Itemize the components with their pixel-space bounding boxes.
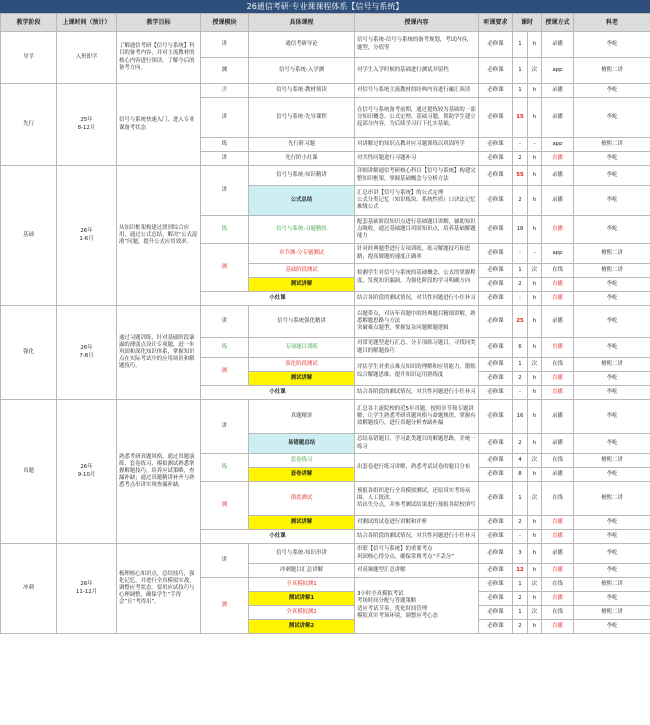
course-cell: 测试讲解2 [249,620,355,634]
course-cell: 章节测-分专题测试 [249,244,355,264]
course-cell: 通信考研导论 [249,32,355,58]
content-cell: 总结易错题目，学习此类题目的解题思路，并统一练习 [355,434,479,454]
table-row [1,306,650,338]
course-cell: 测试讲解 [249,372,355,386]
module-cell: 讲 [201,306,249,338]
hours-cell: 2 [513,372,528,386]
unit-cell: 次 [528,482,542,516]
req-cell: 必修课 [479,292,513,306]
module-cell: 讲 [201,84,249,98]
stage-cell: 真题 [1,400,57,544]
header-requirement: 听课要求 [479,14,513,32]
req-cell: 必修课 [479,338,513,358]
goal-cell: 通过习题训练，针对基础阶段暴露的薄弱点设计专项题，进一步巩固和深化知识体系，掌握知识点在实际考试中的应用场景和解题技巧。 [117,306,201,400]
hours-cell: 6 [513,338,528,358]
mode-cell: 在线 [542,454,574,468]
content-cell: 信号与系统-信号与系统的备考规划，考试内容，题型，分值等 [355,32,479,58]
unit-cell: h [528,216,542,244]
mode-cell: 直播 [542,564,574,578]
goal-cell: 梳理核心知识点，总结技巧，强化记忆，并进行全真模拟实战，调整应考状态。要用应试技巧与心理调整，确保学生“手得会”且“考得出”。 [117,544,201,634]
course-cell: 全真模拟测2 [249,606,355,620]
req-cell: 必修课 [479,372,513,386]
req-cell: 必修课 [479,578,513,592]
hours-cell: 12 [513,564,528,578]
unit-cell: 次 [528,358,542,372]
unit-cell: h [528,434,542,454]
hours-cell: - [513,138,528,152]
course-cell: 信号与系统-教材领读 [249,84,355,98]
course-cell: 套卷讲解 [249,468,355,482]
mode-cell: 在线 [542,606,574,620]
unit-cell: h [528,620,542,634]
req-cell: 必修课 [479,434,513,454]
hours-cell: 1 [513,358,528,372]
course-cell: 信号与系统-先导课程 [249,98,355,138]
hours-cell: 1 [513,578,528,592]
course-cell: 信号与系统强化精讲 [249,306,355,338]
mode-cell: 录播 [542,468,574,482]
unit-cell: h [528,372,542,386]
hours-cell: 1 [513,264,528,278]
teacher-cell: 李屹 [574,292,650,306]
course-cell: 先行阶习题 [249,138,355,152]
course-cell: 专项题目训练 [249,338,355,358]
course-cell: 测试讲解1 [249,592,355,606]
unit-cell: h [528,544,542,564]
table-row [1,32,650,58]
header-row [1,14,650,32]
unit-cell: 次 [528,606,542,620]
hours-cell: 2 [513,152,528,166]
course-cell: 基础阶段测试 [249,264,355,278]
mode-cell: 直播 [542,592,574,606]
teacher-cell: 李屹 [574,400,650,434]
content-cell: 评估学生对重点难点知识的理解和应用能力，锻炼综合解题思维，提升知识运用熟练度 [355,358,479,386]
hours-cell: 15 [513,98,528,138]
hours-cell: 1 [513,58,528,84]
unit-cell: 次 [528,264,542,278]
hours-cell: 1 [513,32,528,58]
course-cell: 先行阶小灶课 [249,152,355,166]
hours-cell: 2 [513,516,528,530]
course-cell: 公式总结 [249,186,355,216]
req-cell: 必修课 [479,516,513,530]
mode-cell: 直播 [542,338,574,358]
teacher-cell: 李屹 [574,306,650,338]
mode-cell: 直播 [542,278,574,292]
hours-cell: - [513,244,528,264]
teacher-cell: 檀熙二讲 [574,264,650,278]
content-cell: 对信号与系统主流教材的经典内容进行融汇领读 [355,84,479,98]
table-row [1,166,650,186]
mode-cell: 直播 [542,372,574,386]
course-cell: 套卷练习 [249,454,355,468]
req-cell: 必修课 [479,264,513,278]
mode-cell: app [542,244,574,264]
teacher-cell: 檀熙二讲 [574,58,650,84]
unit-cell: h [528,530,542,544]
module-cell: 讲 [201,166,249,216]
table-row [1,400,650,434]
module-cell: 练 [201,454,249,482]
req-cell: 必修课 [479,58,513,84]
course-cell: 信号与系统-习题精练 [249,216,355,244]
req-cell: 必修课 [479,244,513,264]
hours-cell: 4 [513,454,528,468]
course-cell: 小灶课 [201,386,355,400]
curriculum-table [0,13,650,634]
unit-cell: - [528,138,542,152]
module-cell: 测 [201,482,249,530]
unit-cell: h [528,292,542,306]
hours-cell: 8 [513,468,528,482]
hours-cell: 55 [513,166,528,186]
mode-cell: 直播 [542,216,574,244]
course-cell: 小灶课 [201,530,355,544]
course-cell: 摸底测试 [249,482,355,516]
hours-cell: 16 [513,400,528,434]
teacher-cell: 李屹 [574,152,650,166]
req-cell: 必修课 [479,138,513,152]
unit-cell: - [528,244,542,264]
header-hours: 课时 [513,14,542,32]
req-cell: 必修课 [479,544,513,564]
time-cell: 26年 11-12月 [57,544,117,634]
hours-cell: 3 [513,544,528,564]
teacher-cell: 李屹 [574,516,650,530]
teacher-cell: 李屹 [574,434,650,454]
header-teacher: 科老 [574,14,650,32]
teacher-cell: 李屹 [574,592,650,606]
content-cell: 出套卷进行练习讲解，熟悉考试试卷的题目分布 [355,454,479,482]
stage-cell: 基础 [1,166,57,306]
mode-cell: 录播 [542,434,574,454]
time-cell: 25年 8-12月 [57,84,117,166]
mode-cell: 在线 [542,482,574,516]
req-cell: 必修课 [479,152,513,166]
teacher-cell: 李屹 [574,620,650,634]
unit-cell: h [528,166,542,186]
req-cell: 必修课 [479,454,513,468]
unit-cell: h [528,152,542,166]
course-cell: 强化阶段测试 [249,358,355,372]
content-cell: 汇总各主流院校的近5年真题，按照章节和专题讲解；让学生熟悉考研真题风格与命题规律，掌握有效解题技巧，进行真题分析查缺补漏 [355,400,479,434]
teacher-cell: 檀熙二讲 [574,482,650,516]
teacher-cell: 李屹 [574,278,650,292]
content-cell: 3小时全真模拟考试 考场时间分配与答题策略 适应考试节奏，优化时间管理 模拟真实考场环境，调整应考心态 [355,578,479,634]
teacher-cell: 檀熙二讲 [574,138,650,152]
mode-cell: 在线 [542,264,574,278]
content-cell: 结合各阶段的测试情况，对共性问题进行小灶补习 [355,530,479,544]
course-cell: 信号与系统-知识精讲 [249,166,355,186]
module-cell: 讲 [201,544,249,578]
table-title: 26通信考研·专业课课程体系【信号与系统】 [0,0,650,13]
req-cell: 必修课 [479,358,513,372]
req-cell: 必修课 [479,530,513,544]
req-cell: 必修课 [479,386,513,400]
teacher-cell: 李屹 [574,166,650,186]
module-cell: 测 [201,58,249,84]
teacher-cell: 李屹 [574,468,650,482]
req-cell: 必修课 [479,216,513,244]
req-cell: 必修课 [479,400,513,434]
module-cell: 测 [201,578,249,634]
goal-cell: 信号与系统快速入门，进入专业课备考状态 [117,84,201,166]
hours-cell: 2 [513,278,528,292]
course-cell: 测试讲解 [249,278,355,292]
teacher-cell: 李屹 [574,84,650,98]
unit-cell: 次 [528,454,542,468]
content-cell: 配套基础阶段知识点进行基础题目讲解，辅助知识点吸收，通过基础题目巩固知识点，培养基础解题能力 [355,216,479,244]
content-cell: 对共性问题进行习题补习 [355,152,479,166]
content-cell: 对学生入学时候的基础进行测试并留档 [355,58,479,84]
content-cell: 预报各组织进行全真模拟测试，还原真实考场氛围。人工批改， 给出失分点，并参考测试结果进行预报各院校填写 [355,482,479,516]
header-goal: 教学目标 [117,14,201,32]
req-cell: 必修课 [479,468,513,482]
unit-cell: h [528,386,542,400]
course-cell: 易错题总结 [249,434,355,454]
req-cell: 必修课 [479,592,513,606]
time-cell: 26年 1-6月 [57,166,117,306]
hours-cell: 1 [513,482,528,516]
unit-cell: h [528,468,542,482]
unit-cell: h [528,400,542,434]
unit-cell: h [528,32,542,58]
hours-cell: 2 [513,592,528,606]
header-module: 授课模块 [201,14,249,32]
req-cell: 必修课 [479,186,513,216]
teacher-cell: 檀熙二讲 [574,606,650,620]
goal-cell: 了解通信考研【信号与系统】科目的备考内容，并对主流教材的核心内容进行领读，了解今后的备考方向。 [117,32,201,84]
req-cell: 必修课 [479,278,513,292]
stage-cell: 冲刺 [1,544,57,634]
teacher-cell: 李屹 [574,216,650,244]
course-cell: 测试讲解 [249,516,355,530]
content-cell: 对常见题型进行汇总，分专项练习题目，寻找同类题目的解题技巧 [355,338,479,358]
time-cell: 26年 7-8月 [57,306,117,400]
mode-cell: app [542,58,574,84]
mode-cell: 录播 [542,98,574,138]
course-cell: 小灶课 [201,292,355,306]
module-cell: 讲 [201,32,249,58]
content-cell: 针对经典题型进行专项训练，练习解题技巧和思路，提高做题的速度正确率 [355,244,479,264]
course-cell: 冲刺题目汇总讲解 [249,564,355,578]
mode-cell: app [542,138,574,152]
header-time: 上课时间（预计） [57,14,117,32]
content-cell: 检测学生对信号与系统的基础概念、公式的掌握程度，发现知识漏洞，为强化阶段的学习明确方向 [355,264,479,292]
hours-cell: - [513,530,528,544]
module-cell: 讲 [201,400,249,454]
teacher-cell: 李屹 [574,338,650,358]
goal-cell: 从知识框架构建过渡到综合应用，通过公式总结，解决“公式混淆”问题，提升公式应用效率。 [117,166,201,306]
stage-cell: 先行 [1,84,57,166]
req-cell: 必修课 [479,306,513,338]
hours-cell: - [513,386,528,400]
unit-cell: h [528,592,542,606]
content-cell: 对测试的试卷进行讲解和评析 [355,516,479,530]
unit-cell: h [528,516,542,530]
content-cell: 结合各阶段的测试情况，对共性问题进行小灶补习 [355,292,479,306]
mode-cell: 录播 [542,400,574,434]
mode-cell: 录播 [542,186,574,216]
content-cell: 结合各阶段的测试情况，对共性问题进行小灶补习 [355,386,479,400]
mode-cell: 直播 [542,620,574,634]
unit-cell: h [528,186,542,216]
teacher-cell: 檀熙二讲 [574,358,650,372]
teacher-cell: 檀熙二讲 [574,244,650,264]
unit-cell: h [528,278,542,292]
mode-cell: 录播 [542,166,574,186]
hours-cell: 1 [513,606,528,620]
content-cell: 详细讲解通信考研核心科目【信号与系统】构建完整知识框架，掌握基础概念与分析方法 [355,166,479,186]
goal-cell: 熟悉考研真题风格，通过真题演练、套卷练习、模拟测试熟悉掌握解题技巧，培养应试策略，查漏补缺；通过真题精讲补齐与熟悉考点串讲实现查漏补缺。 [117,400,201,544]
course-cell: 信号与系统-入学测 [249,58,355,84]
content-cell: 对高频题型汇总讲解 [355,564,479,578]
req-cell: 必修课 [479,32,513,58]
mode-cell: 录播 [542,32,574,58]
content-cell: 串联【信号与系统】的重要考点 巩固核心得分点，确保常规考点“不丢分” [355,544,479,564]
req-cell: 必修课 [479,482,513,516]
mode-cell: 在线 [542,358,574,372]
table-row [1,84,650,98]
teacher-cell: 檀熙二讲 [574,578,650,592]
unit-cell: 次 [528,58,542,84]
req-cell: 必修课 [479,84,513,98]
header-content: 授课内容 [355,14,479,32]
unit-cell: h [528,338,542,358]
unit-cell: h [528,564,542,578]
unit-cell: h [528,84,542,98]
mode-cell: 直播 [542,386,574,400]
req-cell: 必修课 [479,620,513,634]
mode-cell: 直播 [542,530,574,544]
hours-cell: 2 [513,186,528,216]
req-cell: 必修课 [479,606,513,620]
hours-cell: 18 [513,216,528,244]
unit-cell: h [528,98,542,138]
module-cell: 练 [201,338,249,358]
course-cell: 全真模拟测1 [249,578,355,592]
module-cell: 讲 [201,98,249,138]
teacher-cell: 李屹 [574,372,650,386]
mode-cell: 录播 [542,306,574,338]
mode-cell: 直播 [542,292,574,306]
content-cell: 汇总串讲【信号与系统】的公式定理 公式分类记忆（知识板块、系统性质）口诀法记忆难级公式 [355,186,479,216]
time-cell: 入班即学 [57,32,117,84]
teacher-cell: 李屹 [574,564,650,578]
content-cell: 在信号与系统备考前期，通过提炼较为基础的一部分知识概念、公式定理、基础习题，帮助学生建立起部分内容，为后续学习打下扎实基础。 [355,98,479,138]
course-cell: 信号与系统-知识串讲 [249,544,355,564]
content-cell: 对讲解过的知识点教对应习题训练以巩固所学 [355,138,479,152]
course-cell: 真题精讲 [249,400,355,434]
teacher-cell: 李屹 [574,32,650,58]
time-cell: 26年 9-10月 [57,400,117,544]
mode-cell: 直播 [542,152,574,166]
teacher-cell: 李屹 [574,530,650,544]
hours-cell: 1 [513,84,528,98]
hours-cell: - [513,292,528,306]
mode-cell: 在线 [542,578,574,592]
req-cell: 必修课 [479,98,513,138]
module-cell: 测 [201,244,249,292]
header-course: 具体课程 [249,14,355,32]
teacher-cell: 李屹 [574,544,650,564]
teacher-cell: 李屹 [574,386,650,400]
content-cell: 以题带点，对历年真题中的经典题目精细讲解，熟悉解题思路与方法 突破难点题型，掌握复杂问题解题逻辑 [355,306,479,338]
stage-cell: 导学 [1,32,57,84]
header-stage: 教学阶段 [1,14,57,32]
table-row [1,544,650,564]
req-cell: 必修课 [479,166,513,186]
header-mode: 授课方式 [542,14,574,32]
hours-cell: 2 [513,434,528,454]
hours-cell: 2 [513,620,528,634]
module-cell: 练 [201,216,249,244]
hours-cell: 25 [513,306,528,338]
mode-cell: 直播 [542,516,574,530]
module-cell: 测 [201,358,249,386]
unit-cell: 次 [528,578,542,592]
module-cell: 练 [201,138,249,152]
unit-cell: h [528,306,542,338]
mode-cell: 录播 [542,544,574,564]
req-cell: 必修课 [479,564,513,578]
module-cell: 讲 [201,152,249,166]
stage-cell: 强化 [1,306,57,400]
teacher-cell: 李屹 [574,186,650,216]
teacher-cell: 檀熙二讲 [574,454,650,468]
teacher-cell: 李屹 [574,98,650,138]
mode-cell: 录播 [542,84,574,98]
